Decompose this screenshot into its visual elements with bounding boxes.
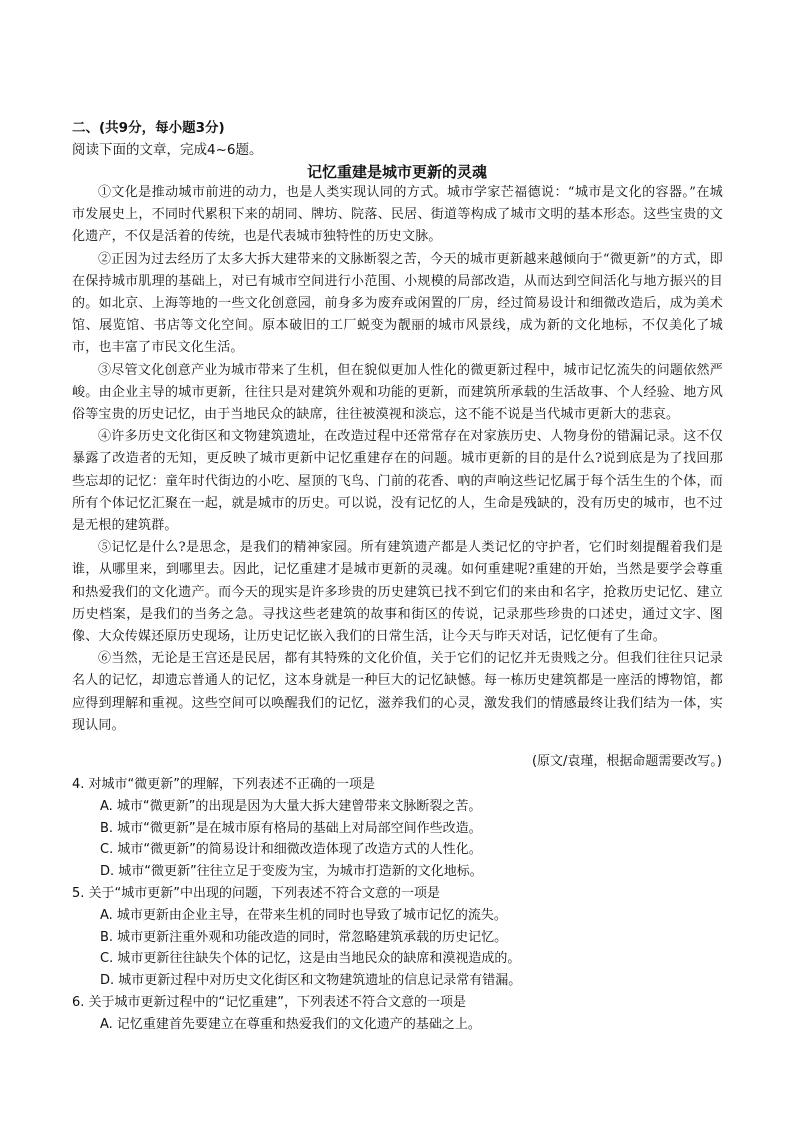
article-paragraph-1: ①文化是推动城市前进的动力，也是人类实现认同的方式。城市学家芒福德说：“城市是文化的容器。”在城市发展史上，不同时代累积下来的胡同、牌坊、院落、民居、街道等构成了城市文明的基本形态。这些宝贵的文化遗产，不仅是活着的传统，也是代表城市独特性的历史文脉。 [72,185,723,245]
article-paragraph-4: ④许多历史文化街区和文物建筑遗址，在改造过程中还常常存在对家族历史、人物身份的错漏记录。这不仅暴露了改造者的无知，更反映了城市更新中记忆重建存在的问题。城市更新的目的是什么?说到底是为了找回那些忘却的记忆：童年时代街边的小吃、屋顶的飞鸟、门前的花香、吶的声响这些记忆属于每个活生生的个体，而所有个体记忆汇聚在一起，就是城市的历史。可以说，没有记忆的人，生命是残缺的，没有历史的城市，也不过是无根的建筑群。 [72,429,723,534]
question-6-option-a: A. 记忆重建首先要建立在尊重和热爱我们的文化遗产的基础之上。 [100,1016,481,1032]
article-paragraph-3: ③尽管文化创意产业为城市带来了生机，但在貌似更加人性化的微更新过程中，城市记忆流失的问题依然严峻。由企业主导的城市更新，往往只是对建筑外观和功能的更新，而建筑所承载的生活故事、个人经验、地方风俗等宝贵的历史记忆，由于当地民众的缺席，往往被漠视和淡忘，这不能不说是当代城市更新大的悲哀。 [72,362,723,423]
section-title: 二、(共9分，每小题3分) [72,120,225,136]
question-list [72,774,723,1036]
source-note: (原文/袁瑾，根据命题需要改写。) [531,754,722,769]
article-body [72,182,723,737]
question-6-stem: 6. 关于城市更新过程中的“记忆重建”，下列表述不符合文意的一项是 [72,994,467,1010]
article-paragraph-5: ⑤记忆是什么?是思念，是我们的精神家园。所有建筑遗产都是人类记忆的守护者，它们时刻提醒着我们是谁，从哪里来，到哪里去。因此，记忆重建才是城市更新的灵魂。如何重建呢?重建的开始，当然是要学会尊重和热爱我们的文化遗产。而今天的现实是许多珍贵的历史建筑已找不到它们的来由和名字，抢救历史记忆、建立历史档案，是我们的当务之急。寻找这些老建筑的故事和街区的传说，记录那些珍贵的口述史，通过文字、图像、大众传媒还原历史现场，让历史记忆嵌入我们的日常生活，让今天与昨天对话，记忆便有了生命。 [72,540,723,645]
question-4-option-a: A. 城市“微更新”的出现是因为大量大拆大建曾带来文脉断裂之苦。 [100,798,482,814]
question-5-option-c: C. 城市更新往往缺失个体的记忆，这是由当地民众的缺席和漠视造成的。 [100,951,521,967]
question-5-stem: 5. 关于“城市更新”中出现的问题，下列表述不符合文意的一项是 [72,885,441,901]
question-5-option-b: B. 城市更新注重外观和功能改造的同时，常忽略建筑承载的历史记忆。 [100,929,508,945]
question-4-option-b: B. 城市“微更新”是在城市原有格局的基础上对局部空间作些改造。 [100,820,482,836]
question-5-option-a: A. 城市更新由企业主导，在带来生机的同时也导致了城市记忆的流失。 [100,907,507,923]
question-5-option-d: D. 城市更新过程中对历史文化街区和文物建筑遗址的信息记录常有错漏。 [100,973,522,989]
article-paragraph-2: ②正因为过去经历了太多大拆大建带来的文脉断裂之苦，今天的城市更新越来越倾向于“微更新”的方式，即在保持城市肌理的基础上，对已有城市空间进行小范围、小规模的局部改造，从而达到空间活化与地方振兴的目的。如北京、上海等地的一些文化创意园，前身多为废弃或闲置的厂房，经过简易设计和细微改造后，成为美术馆、展览馆、书店等文化空间。原本破旧的工厂蜕变为靓丽的城市风景线，成为新的文化地标，不仅美化了城市，也丰富了市民文化生活。 [72,251,723,356]
question-4-stem: 4. 对城市“微更新”的理解，下列表述不正确的一项是 [72,777,376,792]
question-4-option-c: C. 城市“微更新”的简易设计和细微改造体现了改造方式的人性化。 [100,842,482,858]
question-4-option-d: D. 城市“微更新”往往立足于变废为宝，为城市打造新的文化地标。 [100,864,483,880]
section-instruction: 阅读下面的文章，完成4~6题。 [72,142,263,158]
article-title: 记忆重建是城市更新的灵魂 [306,163,487,181]
article-paragraph-6: ⑥当然，无论是王宫还是民居，都有其特殊的文化价值，关于它们的记忆并无贵贱之分。但我们往往只记录名人的记忆，却遗忘普通人的记忆，这本身就是一种巨大的记忆缺憾。每一栋历史建筑都是一座活的博物馆，都应得到理解和重视。这些空间可以唤醒我们的记忆，滋养我们的心灵，激发我们的情感最终让我们结为一体，实现认同。 [72,651,723,733]
